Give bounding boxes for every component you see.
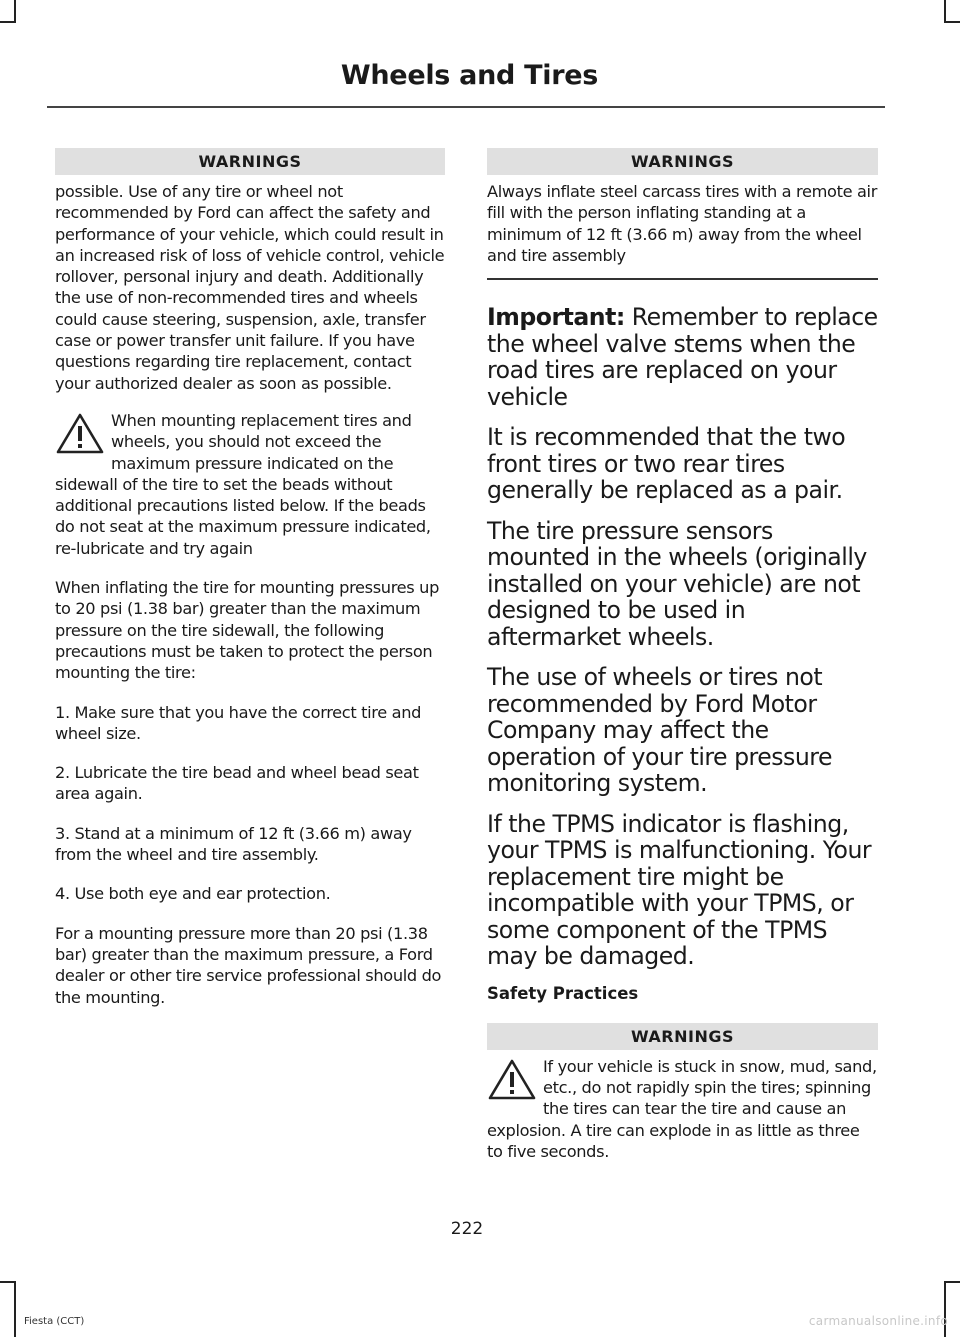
important-text: Remember to replace the wheel valve stems when the road tires are replaced on your vehicle [487,303,878,411]
step-2: 2. Lubricate the tire bead and wheel bead seat area again. [55,763,419,804]
important-label: Important: [487,303,625,332]
step-4: 4. Use both eye and ear protection. [55,884,331,904]
warning-mounting-text: When mounting replacement tires and wheels, you should not exceed the maximum pressure indicated on the sidewall of the tire to set the beads without additional precautions listed below. If the beads do not seat at the maximum pressure indicated, re-lubricate and try again [55,410,431,558]
warning-steel-text: Always inflate steel carcass tires with a remote air fill with the person inflating standing at a minimum of 12 ft (3.66 m) away from the wheel and tire assembly [487,182,877,265]
crop-mark [14,1281,16,1337]
warning-stuck [487,1056,878,1162]
left-column [55,148,445,1008]
warning-stuck-text: If your vehicle is stuck in snow, mud, sand, etc., do not rapidly spin the tires; spinning the tires can tear the tire and cause an explosion. A tire can explode in as little as three to five seconds. [487,1056,877,1161]
crop-mark [14,0,16,22]
warnings-heading: WARNINGS [487,148,878,175]
right-column [487,148,878,1162]
warnings-heading: WARNINGS [487,1023,878,1050]
crop-mark [944,21,960,23]
warning-continued-text: possible. Use of any tire or wheel not recommended by Ford can affect the safety and performance of your vehicle, which could result in an increased risk of loss of vehicle control, vehicle rollover, personal injury and death. Additionally the use of non-recommended tires and wheels could cause steering, suspension, axle, transfer case or power transfer unit failure. If you have questions regarding tire replacement, contact your authorized dealer as soon as possible. [55,182,445,393]
sensors-note: The tire pressure sensors mounted in the wheels (originally installed on your vehicle) are not designed to be used in aftermarket wheels. [487,516,867,651]
tpms-flash-note: If the TPMS indicator is flashing, your TPMS is malfunctioning. Your replacement tire might be incompatible with your TPMS, or some component of the TPMS may be damaged. [487,809,872,971]
header-divider [47,106,885,108]
crop-mark [0,21,16,23]
step-3: 3. Stand at a minimum of 12 ft (3.66 m) away from the wheel and tire assembly. [55,823,412,865]
warning-mounting [55,410,445,559]
watermark: carmanualsonline.info [808,1314,948,1328]
tpms-use-note: The use of wheels or tires not recommended by Ford Motor Company may affect the operation of your tire pressure monitoring system. [487,663,832,798]
page-number: 222 [450,1219,484,1239]
caution-triangle-icon [487,1058,537,1101]
inflating-intro: When inflating the tire for mounting pressures up to 20 psi (1.38 bar) greater than the maximum pressure on the tire sidewall, the following precautions must be taken to protect the person mounting the tire: [55,578,439,683]
warnings-heading: WARNINGS [55,148,445,175]
page-title: Wheels and Tires [340,60,598,91]
warning-end-rule [487,278,878,280]
crop-mark [944,1281,946,1337]
model-label: Fiesta (CCT) [24,1316,85,1327]
dealer-note: For a mounting pressure more than 20 psi (1.38 bar) greater than the maximum pressure, a Ford dealer or other tire service professional should do the mounting. [55,923,442,1007]
crop-mark [944,0,946,22]
important-note [487,304,878,410]
pair-note: It is recommended that the two front tires or two rear tires generally be replaced as a pair. [487,423,846,505]
step-1: 1. Make sure that you have the correct tire and wheel size. [55,702,422,743]
safety-practices-heading: Safety Practices [487,983,639,1003]
caution-triangle-icon [55,412,105,455]
crop-mark [944,1281,960,1283]
